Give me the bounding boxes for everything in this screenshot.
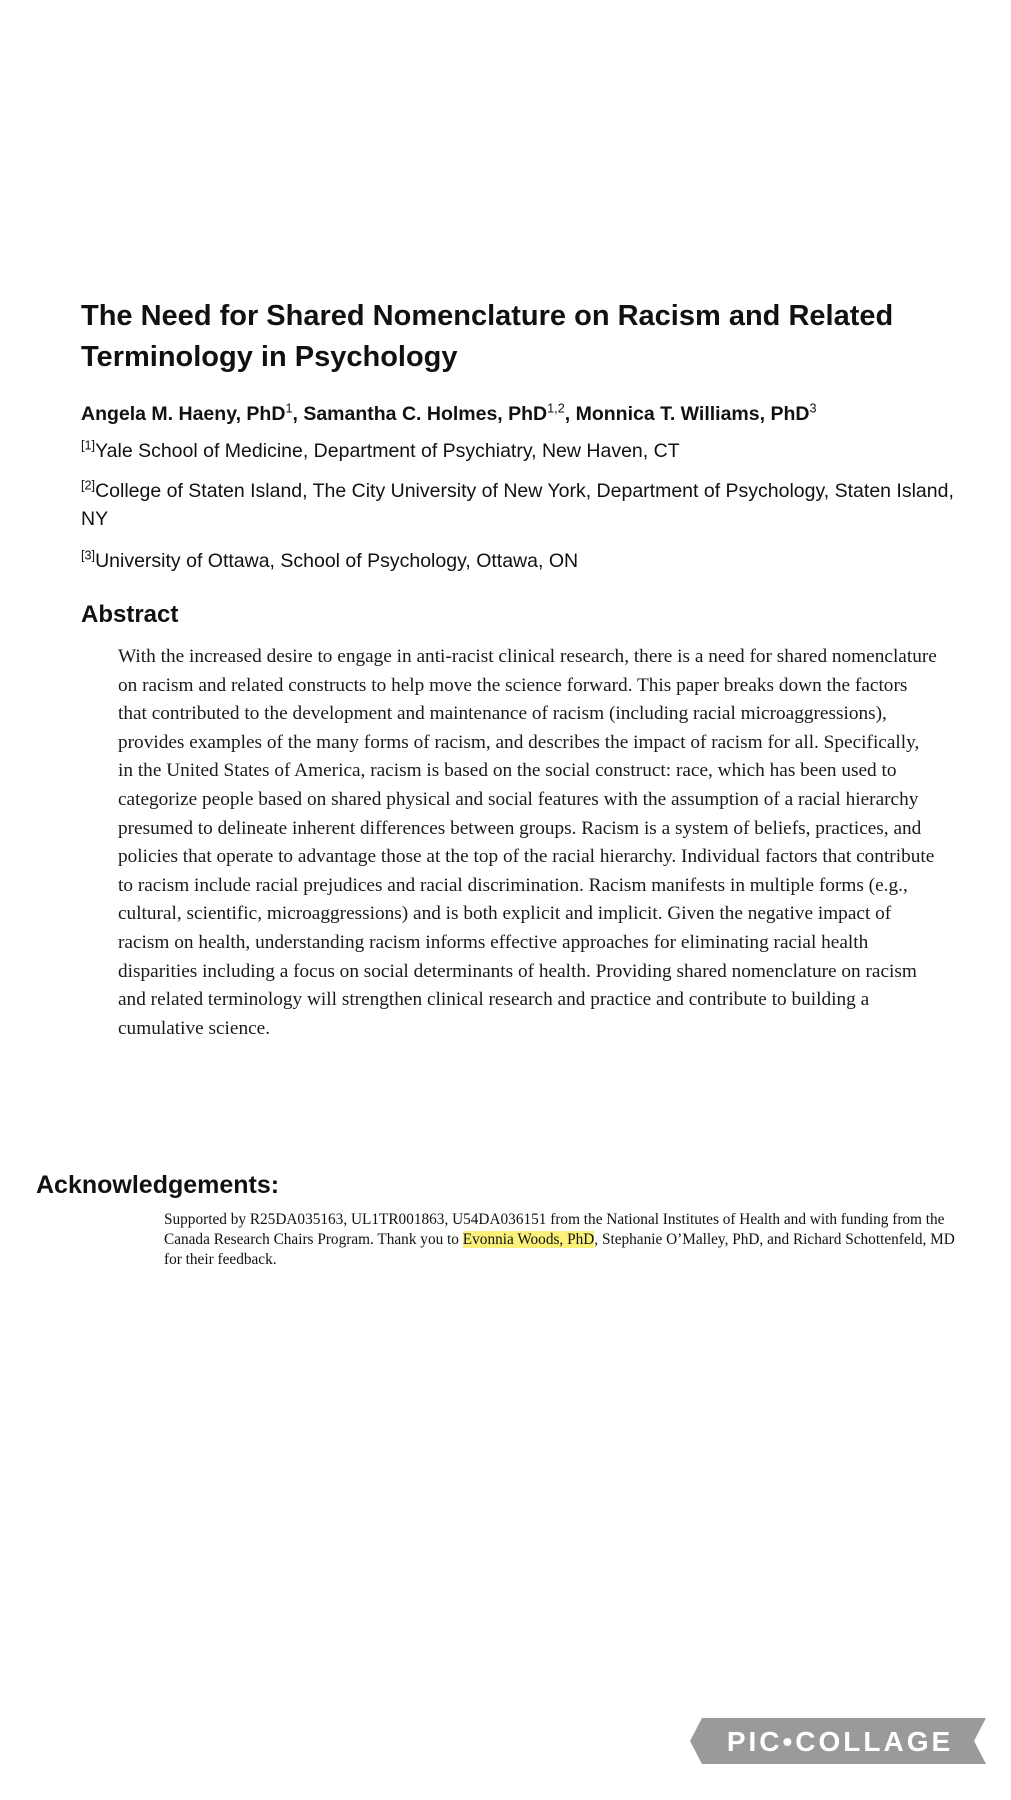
acknowledgements-text-before: Supported by R25DA035163, UL1TR001863, U54DA036151 from the National Institutes of Health and with funding from the Canada Research Chairs Program. Thank you to <box>164 1211 945 1248</box>
affiliation <box>81 437 961 465</box>
acknowledgements-text-after: , Stephanie O’Malley, PhD, and Richard Schottenfeld, MD for their feedback. <box>164 1231 955 1268</box>
author-name: Samantha C. Holmes, PhD <box>303 403 548 425</box>
abstract-heading: Abstract <box>81 601 179 628</box>
affiliation-marker: [1] <box>81 438 96 453</box>
author-name: Monnica T. Williams, PhD <box>575 403 810 425</box>
author-affiliation-marker: 3 <box>809 401 817 416</box>
affiliation-text: Yale School of Medicine, Department of Psychiatry, New Haven, CT <box>95 440 680 462</box>
affiliation-marker: [3] <box>81 548 96 563</box>
author-affiliation-marker: 1,2 <box>547 401 565 416</box>
affiliation-marker: [2] <box>81 478 96 493</box>
affiliation <box>81 547 961 575</box>
affiliation-text: University of Ottawa, School of Psychology, Ottawa, ON <box>95 550 579 572</box>
author-separator: , <box>292 403 304 425</box>
acknowledgements-heading: Acknowledgements: <box>36 1171 280 1199</box>
author-affiliation-marker: 1 <box>285 401 293 416</box>
pic-collage-watermark <box>690 1718 986 1764</box>
acknowledgements-text <box>164 1210 964 1270</box>
paper-title: The Need for Shared Nomenclature on Racism and Related Terminology in Psychology <box>81 300 894 373</box>
affiliation <box>81 477 961 533</box>
highlighted-name: Evonnia Woods, PhD <box>462 1231 595 1248</box>
affiliation-text: College of Staten Island, The City University of New York, Department of Psychology, Staten Island, NY <box>81 480 954 530</box>
abstract-text: With the increased desire to engage in anti-racist clinical research, there is a need for shared nomenclature on racism and related constructs to help move the science forward. This paper breaks down the factors that contributed to the development and maintenance of racism (including racial microaggressions), provides examples of the many forms of racism, and describes the impact of racism for all. Specifically, in the United States of America, racism is based on the social construct: race, which has been used to categorize people based on shared physical and social features with the assumption of a racial hierarchy presumed to delineate inherent differences between groups. Racism is a system of beliefs, practices, and policies that operate to advantage those at the top of the racial hierarchy. Individual factors that contribute to racism include racial prejudices and racial discrimination. Racism manifests in multiple forms (e.g., cultural, scientific, microaggressions) and is both explicit and implicit. Given the negative impact of racism on health, understanding racism informs effective approaches for eliminating racial health disparities including a focus on social determinants of health. Providing shared nomenclature on racism and related terminology will strengthen clinical research and practice and contribute to building a cumulative science. <box>118 646 937 1039</box>
author-name: Angela M. Haeny, PhD <box>81 403 286 425</box>
watermark-text: PIC•COLLAGE <box>726 1726 954 1757</box>
author-separator: , <box>564 403 576 425</box>
author-list <box>81 401 961 427</box>
